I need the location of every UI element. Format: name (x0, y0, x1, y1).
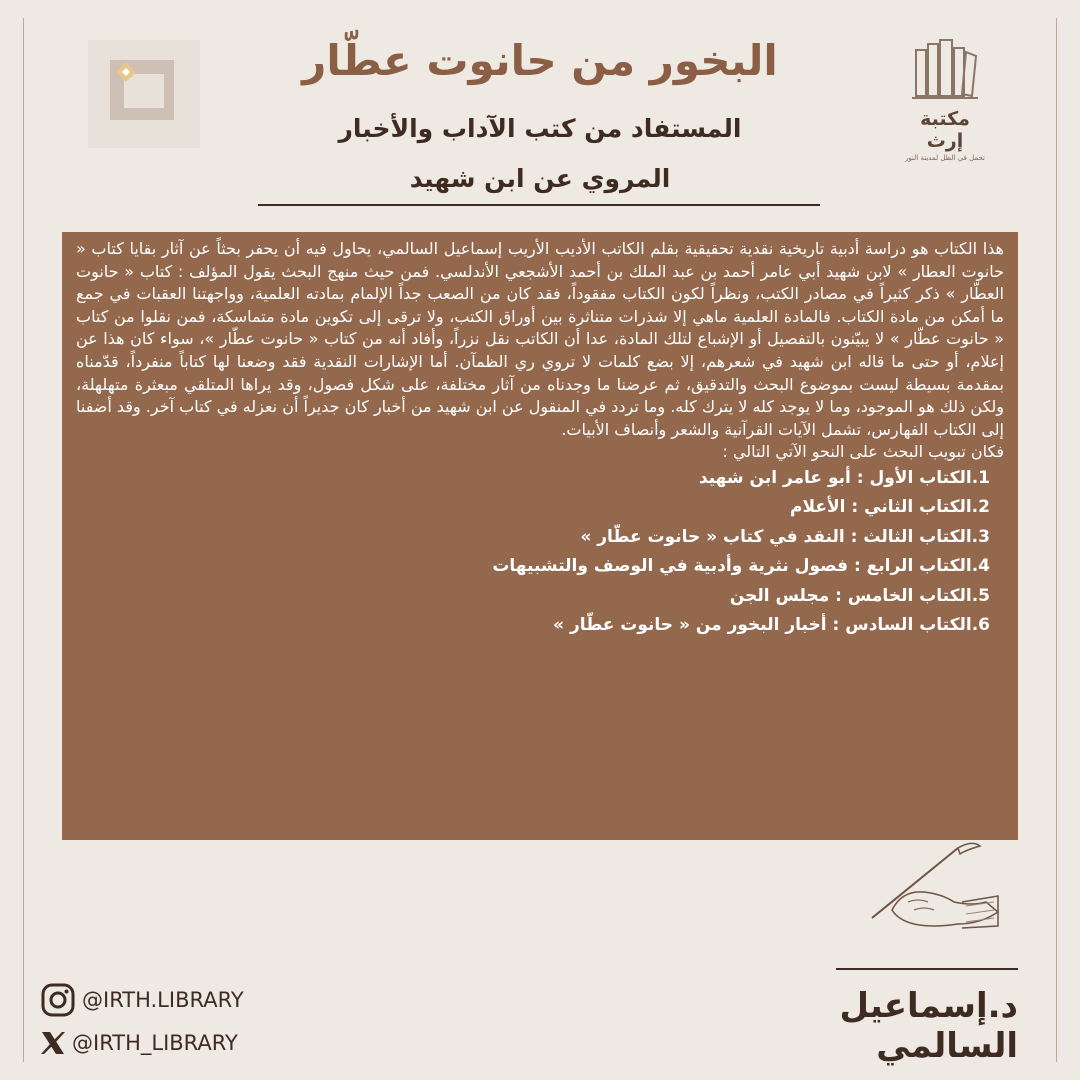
instagram-handle: @IRTH.LIBRARY (82, 988, 244, 1012)
toc-item: 6.الكتاب السادس : أخبار البخور من « حانوت عطّار » (553, 615, 990, 636)
books-shelf-icon (910, 32, 980, 106)
page-subtitle-secondary: المروي عن ابن شهيد (409, 164, 671, 193)
x-link[interactable] (40, 1030, 238, 1056)
author-divider (836, 968, 1018, 970)
hand-writing-quill-icon (862, 840, 1002, 940)
instagram-link[interactable] (40, 982, 244, 1018)
x-handle: @IRTH_LIBRARY (72, 1031, 238, 1055)
toc-intro: فكان تبويب البحث على النحو الآتي التالي : (722, 442, 1004, 462)
toc-item: 2.الكتاب الثاني : الأعلام (790, 497, 990, 518)
book-description: هذا الكتاب هو دراسة أدبية تاريخية نقدية تحقيقية بقلم الكاتب الأديب الأريب إسماعيل السالمي، يحاول فيه أن يحفر بحثاً عن آثار بقايا كتاب « حانوت العطار » لابن شهيد أبي عامر أحمد بن عبد الملك بن أحمد الأشجعي الأندلسي. فمن حيث منهج البحث يقول المؤلف : كتاب « حانوت العطّار » ذكر كثيراً في مصادر الكتب، ونظراً لكون الكتاب مفقوداً، فقد كان من الصعب جداً الإلمام بمادته العلمية، وواجهتنا العقبات في جمع ما أمكن من مادة الكتاب. فالمادة العلمية ماهي إلا شذرات متناثرة بين أوراق الكتب، ولا ترقى إلى تكوين مادة متماسكة، فمن نقلوا من كتاب « حانوت عطّار » لا يبيّنون بالتفصيل أو الإشباع لتلك المادة، عدا أن الكاتب نقل نزراً، وأفاد أنه من كتاب « حانوت عطّار »، سواء كان هذا عن إعلام، أو حتى ما قاله ابن شهيد في شعرهم، إلا بضع كلمات لا تروي ري الظمآن. أما الإشارات النقدية فقد وضعنا لها كتاباً منفرداً، قدّمناه بمقدمة بسيطة ليست بموضوع البحث والتدقيق، ثم عرضنا ما وجدناه من آثار مختلفة، على شكل فصول، وقد يراها المتلقي مبعثرة متهلهلة، ولكن ذلك هو الموجود، وما لا يوجد كله لا يترك كله. وما تردد في المنقول عن ابن شهيد من أخبار كان جديراً أن نعزله في كتاب آخر. وقد أضفنا إلى الكتاب الفهارس، تشمل الآيات القرآنية والشعر وأنصاف الأبيات. (76, 239, 1004, 439)
library-brand-name: مكتبة إرث (920, 108, 970, 152)
author-name: د.إسماعيل السالمي (839, 986, 1018, 1066)
toc-item: 4.الكتاب الرابع : فصول نثرية وأدبية في الوصف والتشبيهات (492, 556, 990, 577)
library-logo (900, 32, 990, 162)
frame-right-line (1056, 18, 1057, 1062)
instagram-icon (40, 982, 76, 1018)
content-panel (62, 232, 1018, 840)
frame-left-line (23, 18, 24, 1062)
toc-item: 1.الكتاب الأول : أبو عامر ابن شهيد (698, 467, 990, 488)
page-subtitle: المستفاد من كتب الآداب والأخبار (338, 114, 742, 143)
page-title: البخور من حانوت عطّار (302, 36, 778, 85)
title-divider (258, 204, 820, 206)
table-of-contents (76, 464, 1004, 641)
toc-item: 5.الكتاب الخامس : مجلس الجن (729, 585, 990, 606)
publisher-mark-icon (88, 40, 200, 148)
toc-item: 3.الكتاب الثالث : النقد في كتاب « حانوت عطّار » (580, 526, 990, 547)
x-logo-icon (40, 1030, 66, 1056)
library-tagline: تحمل في الظل لمدينة النور (905, 154, 985, 162)
